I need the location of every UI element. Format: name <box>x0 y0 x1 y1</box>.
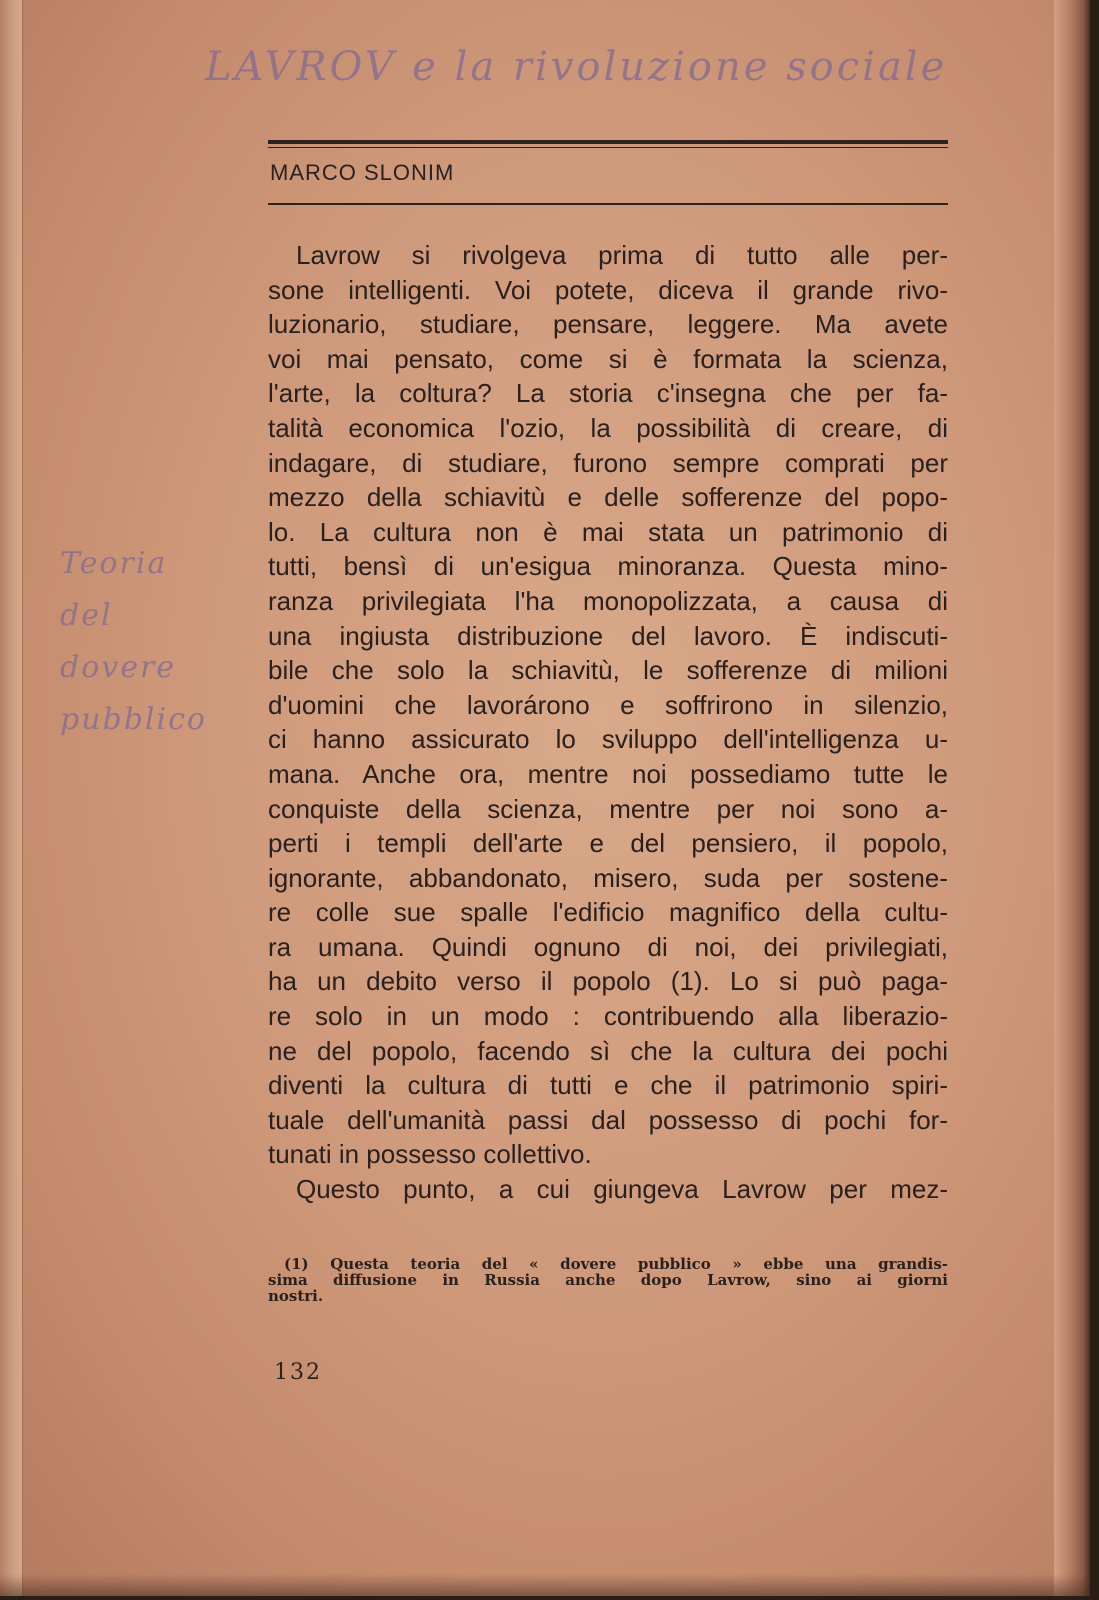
page-bottom-edge <box>0 1574 1090 1596</box>
text-line: l'arte, la coltura? La storia c'insegna che per fa- <box>268 378 948 409</box>
margin-note-line: pubblico <box>60 702 207 737</box>
footnote-line: nostri. <box>268 1287 324 1305</box>
text-line: talità economica l'ozio, la possibilità di creare, di <box>268 412 948 443</box>
text-line: conquiste della scienza, mentre per noi sono a- <box>268 793 948 824</box>
text-line: mana. Anche ora, mentre noi possediamo tutte le <box>268 758 948 789</box>
text-line: perti i templi dell'arte e del pensiero, il popolo, <box>268 828 948 859</box>
text-line: ignorante, abbandonato, misero, suda per sostene- <box>268 862 948 893</box>
text-line: re solo in un modo : contribuendo alla liberazio- <box>268 1001 948 1032</box>
margin-note-line: Teoria <box>60 546 168 581</box>
page-left-edge <box>0 0 23 1596</box>
text-line: d'uomini che lavorárono e soffrirono in silenzio, <box>268 689 948 720</box>
handwritten-margin-note <box>60 538 250 746</box>
text-line: tutti, bensì di un'esigua minoranza. Questa mino- <box>268 551 948 582</box>
text-line: ranza privilegiata l'ha monopolizzata, a causa di <box>268 585 948 616</box>
text-line: indagare, di studiare, furono sempre comprati per <box>268 447 948 478</box>
text-line: ne del popolo, facendo sì che la cultura dei pochi <box>268 1035 948 1066</box>
header-rule-thick <box>268 140 948 144</box>
footnote-line: (1) Questa teoria del « dovere pubblico » ebbe una grandis- <box>284 1255 948 1273</box>
text-line: tuale dell'umanità passi dal possesso di pochi for- <box>268 1104 948 1135</box>
text-line: una ingiusta distribuzione del lavoro. È indiscuti- <box>268 620 948 651</box>
running-head: MARCO SLONIM <box>270 160 455 185</box>
header-rule-thin <box>268 147 948 148</box>
text-line: lo. La cultura non è mai stata un patrimonio di <box>268 516 948 547</box>
text-line: diventi la cultura di tutti e che il patrimonio spiri- <box>268 1070 948 1101</box>
footnote <box>268 1256 948 1304</box>
text-line: re colle sue spalle l'edificio magnifico della cultu- <box>268 897 948 928</box>
text-line: Questo punto, a cui giungeva Lavrow per mez- <box>296 1174 948 1205</box>
text-line: luzionario, studiare, pensare, leggere. Ma avete <box>268 309 948 340</box>
text-line: ci hanno assicurato lo sviluppo dell'intelligenza u- <box>268 724 948 755</box>
text-line: Lavrow si rivolgeva prima di tutto alle per- <box>296 240 948 270</box>
text-line: ha un debito verso il popolo (1). Lo si può paga- <box>268 966 948 997</box>
text-line: sone intelligenti. Voi potete, diceva il grande rivo- <box>268 274 948 305</box>
margin-note-line: dovere <box>60 650 177 685</box>
page-number: 132 <box>274 1360 322 1385</box>
margin-note-line: del <box>60 598 113 633</box>
text-line: voi mai pensato, come si è formata la scienza, <box>268 343 948 374</box>
page-right-edge <box>1054 0 1090 1596</box>
text-line: ra umana. Quindi ognuno di noi, dei privilegiati, <box>268 931 948 962</box>
handwritten-title-annotation: LAVROV e la rivoluzione sociale <box>205 44 948 90</box>
header-rule-bottom <box>268 203 948 205</box>
text-line: tunati in possesso collettivo. <box>268 1139 592 1170</box>
text-line: mezzo della schiavitù e delle sofferenze del popo- <box>268 482 948 513</box>
body-text <box>268 238 948 1207</box>
text-line: bile che solo la schiavitù, le sofferenze di milioni <box>268 655 948 686</box>
footnote-line: sima diffusione in Russia anche dopo Lavrow, sino ai giorni <box>268 1271 948 1289</box>
